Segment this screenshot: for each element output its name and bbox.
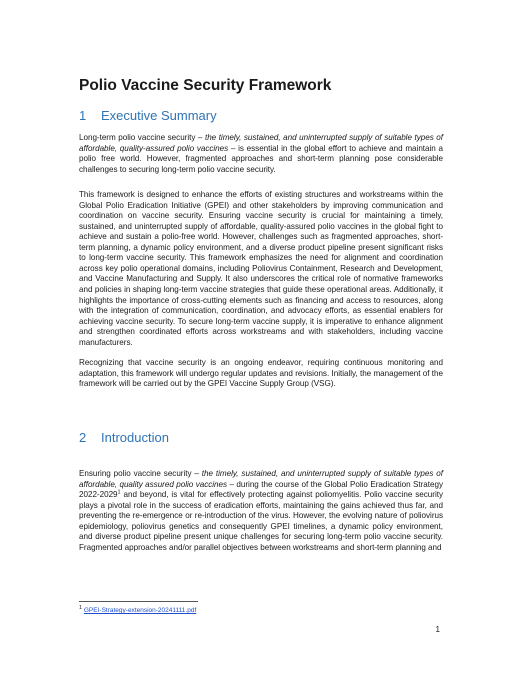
section-number: 2: [79, 430, 87, 445]
section-title: Introduction: [101, 430, 169, 445]
page-number: 1: [435, 625, 440, 634]
document-title: Polio Vaccine Security Framework: [79, 77, 332, 94]
section-number: 1: [79, 108, 87, 123]
footnote-separator: [79, 601, 198, 602]
footnote: [79, 606, 439, 615]
section-heading-introduction: [79, 429, 459, 446]
exec-summary-paragraph-1: Long-term polio vaccine security – the timely, sustained, and uninterrupted supply of suitable types of affordable, quality-assured polio vaccines – is essential in the global effort to achieve and maintain a polio free world. However, fragmented approaches and short-term planning pose considerable challenges to securing long-term polio vaccine security.: [79, 133, 443, 174]
introduction-paragraph-1: Ensuring polio vaccine security – the timely, sustained, and uninterrupted supply of suitable types of affordable, quality assured polio vaccines – during the course of the Global Polio Eradication Strategy 2022-2029$^1$ and beyond, is vital for effectively protecting against poliomyelitis. Polio vaccine security plays a pivotal role in the success of eradication efforts, maintaining the gains achieved thus far, and preventing the re-emergence or re-introduction of the virus. However, the evolving nature of poliovirus epidemiology, poliovirus genetics and consequently GPEI timelines, a dynamic policy environment, and diverse product pipeline present unique challenges for securing long-term polio vaccine security. Fragmented approaches and/or parallel objectives between workstreams and short-term planning and: [79, 469, 444, 552]
footnote-reference[interactable]: 1: [117, 489, 121, 496]
section-title: Executive Summary: [101, 108, 217, 123]
footnote-link[interactable]: GPEI-Strategy-extension-20241111.pdf: [83, 607, 197, 614]
section-heading-executive-summary: [79, 107, 459, 124]
exec-summary-paragraph-2: This framework is designed to enhance the efforts of existing structures and workstreams within the Global Polio Eradication Initiative (GPEI) and other stakeholders by improving communication and coordination on vaccine security. Ensuring vaccine security is crucial for maintaining a timely, sustained, and uninterrupted supply of affordable, quality-assured polio vaccines in the global fight to achieve and sustain a polio-free world. However, challenges such as fragmented approaches, short-term planning, a dynamic policy environment, and a diverse product pipeline present significant risks to long-term vaccine security. This framework emphasizes the need for alignment and coordination across key polio operational domains, including Poliovirus Containment, Research and Development, and Vaccine Manufacturing and Supply. It also underscores the critical role of normative frameworks and policies in shaping long-term vaccine strategies that guide these operational areas. Additionally, it highlights the importance of cross-cutting elements such as financing and access to resources, along with the integration of communication, coordination, and advocacy efforts, as essential enablers for achieving vaccine security. To secure long-term vaccine supply, it is imperative to enhance alignment and strengthen coordinated efforts across workstreams and with stakeholders, including vaccine manufacturers.: [79, 190, 443, 347]
exec-summary-paragraph-3: Recognizing that vaccine security is an ongoing endeavor, requiring continuous monitoring and adaptation, this framework will undergo regular updates and revisions. Initially, the management of the framework will be carried out by the GPEI Vaccine Supply Group (VSG).: [79, 358, 443, 389]
footnote-marker: 1: [79, 604, 83, 611]
